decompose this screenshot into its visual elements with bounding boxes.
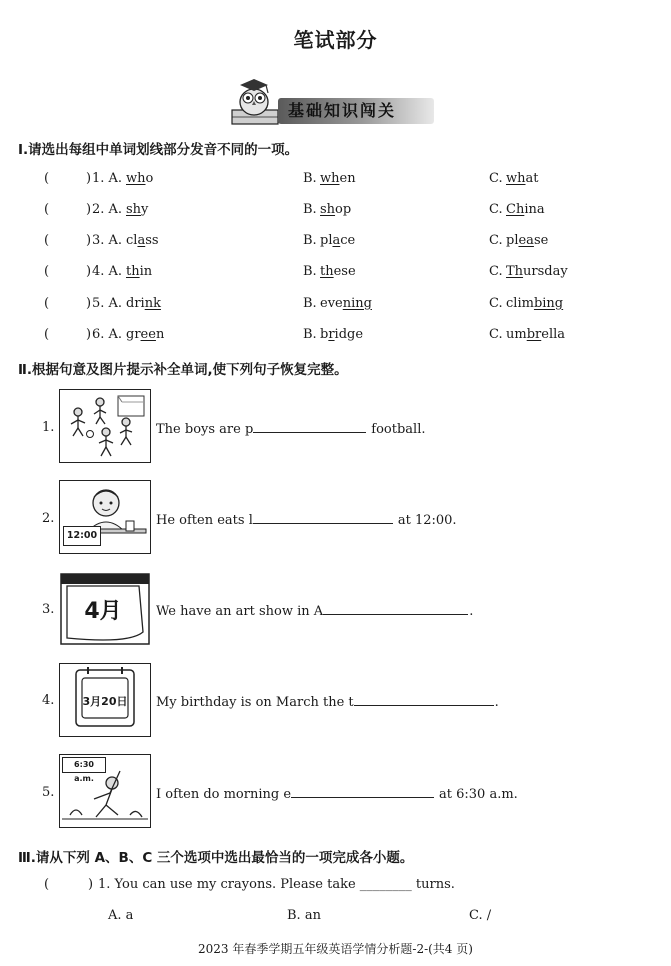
word-part: pl (506, 233, 519, 248)
sentence-start: I often do morning e (156, 787, 292, 802)
banner-label: 基础知识闯关 (288, 101, 397, 120)
s2-item-number: 5. (42, 785, 55, 800)
s1-option-a-word (126, 233, 159, 248)
s1-option-c-label: C. (489, 202, 503, 217)
s1-option-a-word (126, 202, 148, 217)
underlined-letters: a (137, 233, 146, 248)
sentence-start: He often eats l (156, 513, 253, 528)
word-part: gr (126, 327, 141, 342)
s3-q1-option-b: B. an (287, 908, 321, 923)
s1-option-c-label: C. (489, 327, 503, 342)
s1-option-a-word (126, 327, 164, 342)
s1-option-b-word (320, 264, 356, 279)
sentence-end: at 12:00. (397, 513, 457, 528)
underlined-letters: ning (342, 296, 372, 311)
s1-option-b-label: B. (303, 171, 317, 186)
s1-option-c-word (506, 264, 568, 279)
time-label: 6:30 a.m. (62, 757, 106, 773)
s1-paren-open: ( (44, 296, 50, 311)
word-part: in (139, 264, 153, 279)
underlined-letters: r (328, 327, 335, 342)
s3-q1-question: 1. You can use my crayons. Please take ________ turns. (98, 877, 455, 892)
s1-paren-close: ) (86, 327, 92, 342)
s1-option-c-word (506, 202, 545, 217)
s1-question-number: 5. A. (92, 296, 123, 311)
s1-question-number: 6. A. (92, 327, 123, 342)
underlined-letters: wh (126, 171, 146, 186)
page-title: 笔试部分 (293, 28, 378, 52)
calendar-month-label: 4月 (84, 599, 122, 624)
s3-q1-option-c: C. / (469, 908, 492, 923)
s1-paren-open: ( (44, 327, 50, 342)
word-part: n (155, 327, 165, 342)
underlined-letters: ee (140, 327, 156, 342)
s2-sentence (156, 785, 518, 802)
s1-option-b-word (320, 233, 355, 248)
word-part: o (145, 171, 154, 186)
s1-paren-close: ) (86, 233, 92, 248)
picture-calendar-march20 (59, 663, 151, 737)
s1-option-c-word (506, 233, 548, 248)
picture-exercise (59, 754, 151, 828)
s2-item-number: 2. (42, 511, 55, 526)
s1-option-c-word (506, 327, 565, 342)
s1-option-b-word (320, 171, 356, 186)
section1-heading: Ⅰ.请选出每组中单词划线部分发音不同的一项。 (18, 142, 299, 158)
s1-question-number: 4. A. (92, 264, 123, 279)
owl-mascot-icon (226, 76, 286, 128)
s1-option-b-label: B. (303, 202, 317, 217)
answer-blank[interactable] (253, 420, 366, 433)
word-part: dri (126, 296, 145, 311)
word-part: at (525, 171, 539, 186)
word-part: b (320, 327, 329, 342)
football-scene-icon (60, 390, 149, 461)
sentence-end: . (494, 695, 499, 710)
word-part: ss (145, 233, 159, 248)
s2-item-number: 3. (42, 602, 55, 617)
calendar-date-label: 3月20日 (82, 695, 128, 708)
word-part: pl (320, 233, 333, 248)
s1-paren-open: ( (44, 202, 50, 217)
picture-lunch (59, 480, 151, 554)
s1-paren-open: ( (44, 233, 50, 248)
s1-paren-open: ( (44, 264, 50, 279)
s1-question-number: 3. A. (92, 233, 123, 248)
word-part: clim (506, 296, 534, 311)
underlined-letters: Th (506, 264, 524, 279)
underlined-letters: bing (533, 296, 564, 311)
answer-blank[interactable] (291, 785, 434, 798)
s3-q1-paren-open: ( (44, 877, 50, 892)
clock-label: 12:00 (63, 526, 101, 546)
s3-q1-option-a: A. a (108, 908, 134, 923)
underlined-letters: nk (144, 296, 161, 311)
picture-boys-football (59, 389, 151, 463)
s1-option-c-word (506, 296, 563, 311)
word-part: ina (524, 202, 545, 217)
s1-option-c-word (506, 171, 538, 186)
word-part: idge (334, 327, 364, 342)
word-part: op (335, 202, 352, 217)
s1-paren-close: ) (86, 296, 92, 311)
sentence-end: football. (371, 422, 426, 437)
s1-option-a-word (126, 296, 161, 311)
s1-option-b-word (320, 327, 363, 342)
word-part: se (533, 233, 549, 248)
word-part: eve (320, 296, 343, 311)
underlined-letters: Ch (506, 202, 525, 217)
underlined-letters: th (320, 264, 334, 279)
s1-option-b-label: B. (303, 264, 317, 279)
s1-option-b-label: B. (303, 296, 317, 311)
s1-question-number: 2. A. (92, 202, 123, 217)
section2-heading: Ⅱ.根据句意及图片提示补全单词,使下列句子恢复完整。 (18, 362, 348, 378)
sentence-start: We have an art show in A (156, 604, 324, 619)
s1-option-a-word (126, 264, 152, 279)
s2-sentence (156, 420, 426, 437)
sentence-end: . (469, 604, 474, 619)
s1-paren-close: ) (86, 171, 92, 186)
underlined-letters: th (126, 264, 140, 279)
s2-sentence (156, 602, 473, 619)
underlined-letters: ea (518, 233, 534, 248)
page-footer: 2023 年春季学期五年级英语学情分析题-2-(共4 页) (198, 942, 473, 956)
s1-option-b-word (320, 202, 351, 217)
s1-question-number: 1. A. (92, 171, 123, 186)
s3-q1-paren-close: ) (88, 877, 94, 892)
underlined-letters: br (526, 327, 542, 342)
s1-option-c-label: C. (489, 171, 503, 186)
sentence-start: My birthday is on March the t (156, 695, 354, 710)
underlined-letters: wh (506, 171, 526, 186)
s1-option-b-label: B. (303, 233, 317, 248)
word-part: ursday (523, 264, 568, 279)
word-part: ella (541, 327, 566, 342)
s1-paren-close: ) (86, 264, 92, 279)
s1-paren-open: ( (44, 171, 50, 186)
word-part: ce (340, 233, 356, 248)
underlined-letters: wh (320, 171, 340, 186)
s1-paren-close: ) (86, 202, 92, 217)
answer-blank[interactable] (253, 511, 393, 524)
s1-option-b-word (320, 296, 372, 311)
word-part: cl (126, 233, 138, 248)
answer-blank[interactable] (323, 602, 468, 615)
word-part: y (141, 202, 149, 217)
underlined-letters: a (332, 233, 341, 248)
s2-item-number: 4. (42, 693, 55, 708)
s1-option-c-label: C. (489, 264, 503, 279)
underlined-letters: sh (126, 202, 142, 217)
s2-sentence (156, 511, 457, 528)
word-part: ese (333, 264, 356, 279)
sentence-start: The boys are p (156, 422, 254, 437)
sentence-end: at 6:30 a.m. (439, 787, 518, 802)
s1-option-c-label: C. (489, 296, 503, 311)
s1-option-b-label: B. (303, 327, 317, 342)
section3-heading: Ⅲ.请从下列 A、B、C 三个选项中选出最恰当的一项完成各小题。 (18, 850, 414, 866)
s2-item-number: 1. (42, 420, 55, 435)
answer-blank[interactable] (354, 693, 494, 706)
s1-option-c-label: C. (489, 233, 503, 248)
picture-calendar-april (59, 572, 151, 646)
underlined-letters: sh (320, 202, 336, 217)
word-part: en (339, 171, 356, 186)
word-part: um (506, 327, 527, 342)
s2-sentence (156, 693, 499, 710)
section-banner (226, 76, 436, 128)
s1-option-a-word (126, 171, 153, 186)
